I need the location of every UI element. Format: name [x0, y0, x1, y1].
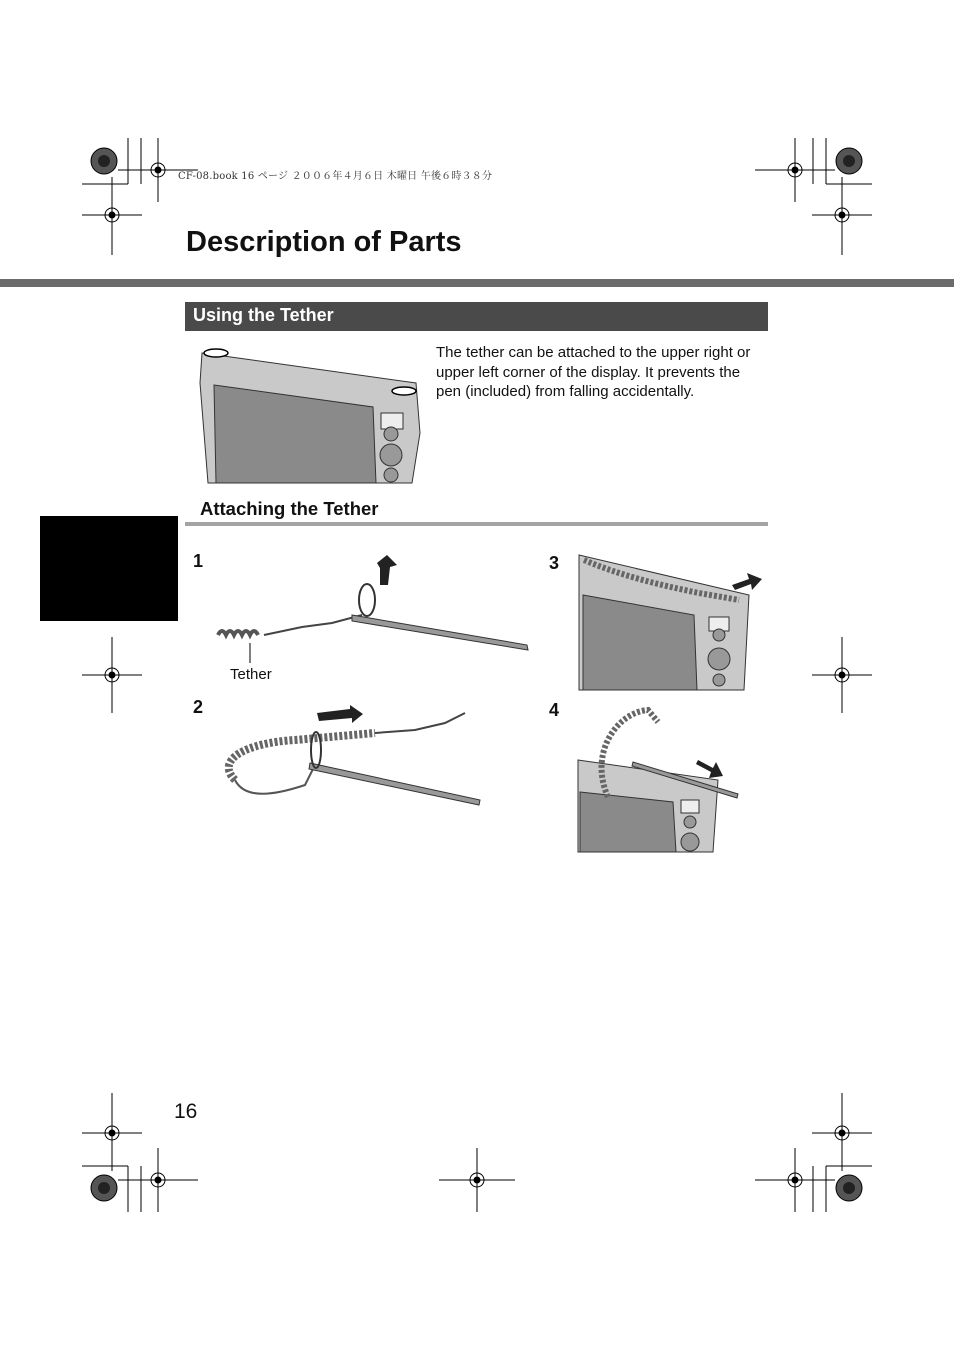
step-number-4: 4 [549, 700, 560, 720]
step-2-illustration [215, 705, 495, 815]
tether-label: Tether [230, 666, 272, 683]
title-rule [0, 279, 954, 287]
tablet-corner-illustration [198, 343, 428, 483]
step-1-illustration [212, 555, 532, 675]
step-3-illustration [579, 555, 769, 690]
intro-text: The tether can be attached to the upper right or upper left corner of the display. It prevents the pen (included) from falling accidentally. [436, 344, 751, 400]
step-number-2: 2 [193, 697, 204, 717]
page-number: 16 [174, 1100, 198, 1123]
page-title: Description of Parts [186, 226, 462, 258]
side-tab [40, 516, 178, 621]
step-number-3: 3 [549, 553, 560, 573]
section-heading: Using the Tether [185, 302, 768, 331]
step-4-illustration [578, 702, 748, 852]
subsection-heading: Attaching the Tether [200, 498, 379, 519]
step-number-1: 1 [193, 551, 204, 571]
print-info: CF-08.book 16 ページ ２００６年４月６日 木曜日 午後６時３８分 [178, 171, 493, 182]
subsection-rule [185, 522, 768, 526]
